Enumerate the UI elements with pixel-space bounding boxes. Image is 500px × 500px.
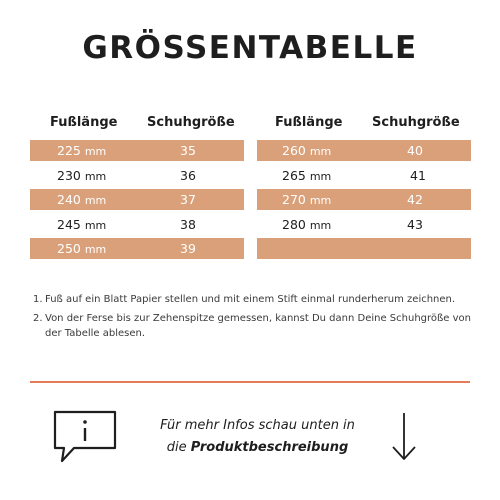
size-table-left [30, 115, 244, 256]
table-row [257, 214, 471, 235]
column-header-shoe-size: Schuhgröße [372, 115, 460, 130]
arrow-down-icon [392, 412, 416, 462]
instruction-number: 2. [33, 313, 43, 324]
instruction-number: 1. [33, 294, 43, 305]
foot-length-cell: 270 mm [282, 192, 332, 207]
table-row [257, 140, 471, 161]
table-row [30, 214, 244, 235]
instruction-text: Fuß auf ein Blatt Papier stellen und mit einem Stift einmal runderherum zeichnen. [45, 294, 456, 305]
hint-line-1: Für mehr Infos schau unten in [160, 418, 355, 433]
foot-length-cell: 230 mm [57, 167, 107, 183]
column-header-shoe-size: Schuhgröße [147, 115, 235, 130]
foot-length-cell: 240 mm [57, 192, 107, 207]
table-row [257, 165, 471, 186]
shoe-size-cell: 42 [407, 192, 423, 207]
shoe-size-cell: 39 [180, 241, 196, 256]
shoe-size-cell: 36 [180, 167, 196, 183]
instruction-item [33, 292, 473, 307]
column-header-foot-length: Fußlänge [275, 115, 343, 130]
divider [30, 381, 470, 383]
info-speech-bubble-icon [52, 410, 118, 465]
table-row [30, 140, 244, 161]
shoe-size-cell: 35 [180, 143, 196, 158]
shoe-size-cell: 43 [407, 216, 423, 232]
shoe-size-cell: 41 [410, 167, 426, 183]
hint-line-2: die Produktbeschreibung [166, 440, 349, 455]
product-description-label: Produktbeschreibung [190, 440, 349, 455]
instruction-text: Von der Ferse bis zur Zehenspitze gemessen, kannst Du dann Deine Schuhgröße von der Tabelle ablesen. [45, 313, 472, 339]
instruction-item [33, 311, 473, 341]
size-table-right [257, 115, 471, 232]
instructions-list [33, 292, 473, 345]
table-row [30, 165, 244, 186]
foot-length-cell: 260 mm [282, 143, 332, 158]
foot-length-cell: 245 mm [57, 216, 107, 232]
foot-length-cell: 265 mm [282, 167, 332, 183]
table-header [257, 115, 471, 137]
page-title: GRÖSSENTABELLE [82, 30, 418, 66]
foot-length-cell: 250 mm [57, 241, 107, 256]
shoe-size-cell: 40 [407, 143, 423, 158]
product-description-hint [125, 415, 390, 459]
table-row [30, 238, 244, 259]
foot-length-cell: 225 mm [57, 143, 107, 158]
foot-length-cell: 280 mm [282, 216, 332, 232]
shoe-size-cell: 38 [180, 216, 196, 232]
table-row [257, 189, 471, 210]
column-header-foot-length: Fußlänge [50, 115, 118, 130]
table-row-empty [257, 238, 471, 259]
table-row [30, 189, 244, 210]
table-header [30, 115, 244, 137]
shoe-size-cell: 37 [180, 192, 196, 207]
